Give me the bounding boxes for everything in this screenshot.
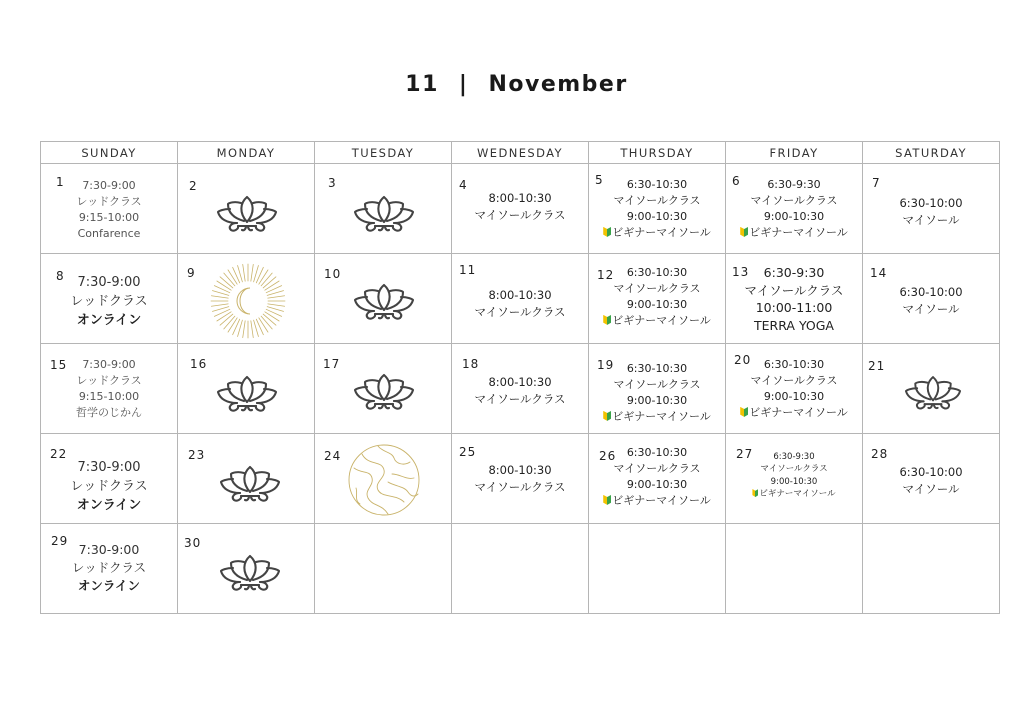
lotus-icon xyxy=(354,193,414,233)
week-row xyxy=(41,434,1000,524)
event-time: 9:00-10:30 xyxy=(626,297,688,311)
event-class: マイソールクラス xyxy=(474,304,566,319)
day-cell xyxy=(726,434,863,524)
event-class: マイソール xyxy=(902,301,960,316)
event-class: ビギナーマイソール xyxy=(589,313,725,329)
week-row xyxy=(41,344,1000,434)
event-class: TERRA YOGA xyxy=(754,317,834,333)
event-time: 8:00-10:30 xyxy=(488,463,552,477)
event-time: 7:30-9:00 xyxy=(77,275,141,290)
day-events xyxy=(726,357,862,421)
day-number: 8 xyxy=(56,269,65,283)
empty-cell xyxy=(589,524,726,614)
event-time: 8:00-10:30 xyxy=(488,191,552,205)
event-time: 9:00-10:30 xyxy=(763,389,825,403)
event-class: マイソールクラス xyxy=(474,207,566,222)
day-cell xyxy=(315,254,452,344)
event-time: 9:00-10:30 xyxy=(626,209,688,223)
event-class: マイソールクラス xyxy=(750,193,838,207)
day-number: 18 xyxy=(462,357,480,371)
event-time: 6:30-10:00 xyxy=(899,285,963,299)
weekday-monday: MONDAY xyxy=(178,142,315,164)
day-cell xyxy=(452,434,589,524)
day-number: 21 xyxy=(868,359,886,373)
event-class: 哲学のじかん xyxy=(76,405,142,419)
day-number: 30 xyxy=(184,536,202,550)
day-cell xyxy=(452,344,589,434)
day-number: 7 xyxy=(872,176,881,190)
new-moon-icon xyxy=(208,261,288,341)
event-class: マイソールクラス xyxy=(760,464,828,475)
lotus-icon xyxy=(220,552,280,592)
day-events xyxy=(41,178,177,242)
day-cell xyxy=(315,344,452,434)
day-number: 12 xyxy=(597,268,615,282)
day-events xyxy=(726,264,862,334)
lotus-icon xyxy=(354,371,414,411)
day-number: 22 xyxy=(50,447,68,461)
event-time: 8:00-10:30 xyxy=(488,375,552,389)
weekday-wednesday: WEDNESDAY xyxy=(452,142,589,164)
day-number: 5 xyxy=(595,173,604,187)
day-number: 23 xyxy=(188,448,206,462)
event-time: 9:15-10:00 xyxy=(78,210,140,224)
day-events xyxy=(726,177,862,241)
event-class: ビギナーマイソール xyxy=(726,225,862,241)
lotus-icon xyxy=(220,463,280,503)
day-cell xyxy=(315,164,452,254)
event-time: 6:30-10:30 xyxy=(626,178,688,191)
day-number: 15 xyxy=(50,358,68,372)
day-events xyxy=(452,287,588,320)
event-class: ビギナーマイソール xyxy=(726,405,862,421)
event-class: マイソールクラス xyxy=(613,461,701,475)
day-cell xyxy=(863,254,1000,344)
day-cell xyxy=(589,344,726,434)
beginner-mark-icon xyxy=(603,495,611,505)
full-moon-icon xyxy=(348,444,420,516)
day-number: 20 xyxy=(734,353,752,367)
event-class: ビギナーマイソール xyxy=(589,225,725,241)
beginner-mark-icon xyxy=(740,227,748,237)
day-cell xyxy=(452,254,589,344)
day-number: 13 xyxy=(732,265,750,279)
day-cell xyxy=(178,434,315,524)
calendar-title xyxy=(0,72,1033,97)
empty-cell xyxy=(315,524,452,614)
day-number: 26 xyxy=(599,449,617,463)
day-cell xyxy=(589,164,726,254)
day-events xyxy=(41,357,177,421)
event-class: レッドクラス xyxy=(71,560,147,576)
day-number: 29 xyxy=(51,534,69,548)
day-cell xyxy=(589,434,726,524)
day-events xyxy=(863,195,999,228)
event-time: 6:30-9:30 xyxy=(763,265,825,280)
day-cell xyxy=(726,164,863,254)
day-events xyxy=(863,464,999,497)
event-time: 7:30-9:00 xyxy=(82,179,136,192)
day-events xyxy=(589,177,725,241)
event-class: レッドクラス xyxy=(76,373,142,387)
event-time: 6:30-10:30 xyxy=(763,358,825,371)
day-events xyxy=(452,462,588,495)
event-time: 6:30-10:30 xyxy=(626,446,688,459)
day-number: 19 xyxy=(597,358,615,372)
title-separator: | xyxy=(458,72,469,97)
day-number: 24 xyxy=(324,449,342,463)
empty-cell xyxy=(452,524,589,614)
event-class: レッドクラス xyxy=(70,478,148,494)
day-cell xyxy=(863,344,1000,434)
day-cell xyxy=(589,254,726,344)
event-time: 9:00-10:30 xyxy=(763,209,825,223)
event-time: 9:00-10:30 xyxy=(626,477,688,491)
event-class: ビギナーマイソール xyxy=(726,488,862,500)
day-events xyxy=(452,190,588,223)
lotus-icon xyxy=(217,373,277,413)
day-events xyxy=(589,361,725,425)
day-cell xyxy=(178,344,315,434)
week-row xyxy=(41,254,1000,344)
day-cell xyxy=(726,344,863,434)
empty-cell xyxy=(863,524,1000,614)
event-online: オンライン xyxy=(77,578,141,594)
lotus-icon xyxy=(217,193,277,233)
event-time: 7:30-9:00 xyxy=(77,460,141,475)
day-events xyxy=(589,445,725,509)
event-time: 6:30-10:00 xyxy=(899,196,963,210)
event-class: ビギナーマイソール xyxy=(589,493,725,509)
weekday-header-row xyxy=(41,142,1000,164)
beginner-mark-icon xyxy=(740,407,748,417)
day-number: 4 xyxy=(459,178,468,192)
event-class: マイソールクラス xyxy=(474,479,566,494)
event-class: Confarence xyxy=(77,226,141,240)
event-class: マイソールクラス xyxy=(744,282,844,298)
day-events xyxy=(41,274,177,331)
day-cell xyxy=(178,164,315,254)
day-events xyxy=(726,451,862,500)
day-number: 1 xyxy=(56,175,65,189)
day-number: 25 xyxy=(459,445,477,459)
day-number: 17 xyxy=(323,357,341,371)
day-cell xyxy=(315,434,452,524)
day-number: 27 xyxy=(736,447,754,461)
beginner-mark-icon xyxy=(603,227,611,237)
day-number: 16 xyxy=(190,357,208,371)
day-number: 10 xyxy=(324,267,342,281)
day-cell xyxy=(863,434,1000,524)
day-cell xyxy=(452,164,589,254)
event-class: レッドクラス xyxy=(76,194,142,208)
day-cell xyxy=(41,164,178,254)
event-class: マイソール xyxy=(902,481,960,496)
day-number: 9 xyxy=(187,266,196,280)
event-class: マイソールクラス xyxy=(613,377,701,391)
day-events xyxy=(863,284,999,317)
event-time: 6:30-9:30 xyxy=(767,178,821,191)
event-time: 6:30-10:30 xyxy=(626,266,688,279)
beginner-mark-icon xyxy=(603,315,611,325)
event-class: マイソールクラス xyxy=(750,373,838,387)
weekday-sunday: SUNDAY xyxy=(41,142,178,164)
beginner-mark-icon xyxy=(752,489,758,497)
day-cell xyxy=(41,344,178,434)
event-class: マイソール xyxy=(902,212,960,227)
event-class: マイソールクラス xyxy=(613,193,701,207)
event-time: 9:00-10:30 xyxy=(770,476,818,487)
calendar-grid xyxy=(40,141,1000,614)
month-number: 11 xyxy=(405,72,439,97)
day-number: 3 xyxy=(328,176,337,190)
day-events xyxy=(452,374,588,407)
event-time: 10:00-11:00 xyxy=(755,300,833,315)
event-time: 6:30-10:30 xyxy=(626,362,688,375)
day-number: 14 xyxy=(870,266,888,280)
weekday-friday: FRIDAY xyxy=(726,142,863,164)
weekday-thursday: THURSDAY xyxy=(589,142,726,164)
day-cell xyxy=(863,164,1000,254)
day-cell xyxy=(178,524,315,614)
day-events xyxy=(41,541,177,595)
lotus-icon xyxy=(905,373,961,411)
event-online: オンライン xyxy=(76,497,142,513)
lotus-icon xyxy=(354,281,414,321)
event-class: ビギナーマイソール xyxy=(589,409,725,425)
day-cell xyxy=(41,254,178,344)
day-cell xyxy=(41,524,178,614)
day-number: 2 xyxy=(189,179,198,193)
day-number: 28 xyxy=(871,447,889,461)
day-events xyxy=(41,459,177,516)
day-cell xyxy=(178,254,315,344)
event-time: 8:00-10:30 xyxy=(488,288,552,302)
event-class: マイソールクラス xyxy=(613,281,701,295)
event-time: 9:00-10:30 xyxy=(626,393,688,407)
day-number: 11 xyxy=(459,263,477,277)
event-class: レッドクラス xyxy=(70,293,148,309)
event-online: オンライン xyxy=(76,312,142,328)
day-events xyxy=(589,265,725,329)
event-time: 9:15-10:00 xyxy=(78,389,140,403)
day-cell xyxy=(41,434,178,524)
event-time: 7:30-9:00 xyxy=(82,358,136,371)
day-cell xyxy=(726,254,863,344)
empty-cell xyxy=(726,524,863,614)
event-class: マイソールクラス xyxy=(474,391,566,406)
day-number: 6 xyxy=(732,174,741,188)
event-time: 6:30-9:30 xyxy=(773,452,815,462)
event-time: 6:30-10:00 xyxy=(899,465,963,479)
week-row xyxy=(41,164,1000,254)
weekday-tuesday: TUESDAY xyxy=(315,142,452,164)
weekday-saturday: SATURDAY xyxy=(863,142,1000,164)
event-time: 7:30-9:00 xyxy=(78,542,140,557)
month-name: November xyxy=(488,72,628,97)
week-row xyxy=(41,524,1000,614)
beginner-mark-icon xyxy=(603,411,611,421)
